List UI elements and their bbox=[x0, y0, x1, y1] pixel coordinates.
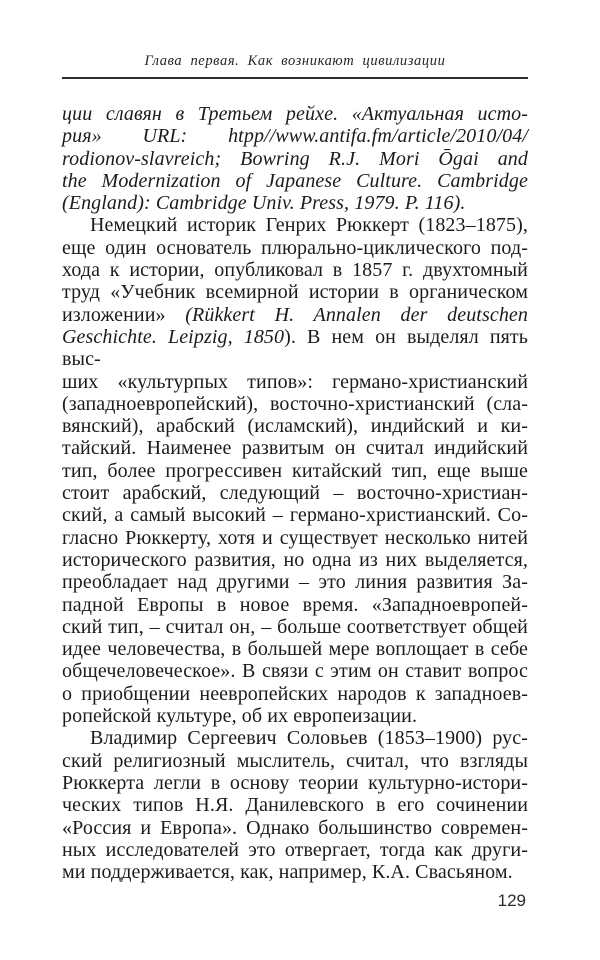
text-line bbox=[62, 527, 528, 549]
text-line bbox=[62, 638, 528, 660]
body-text-segment: гласно Рюккерту, хотя и существует несколько нитей bbox=[62, 526, 528, 549]
body-text-segment: еще один основатель плюрально-циклического под- bbox=[62, 236, 528, 259]
text-line bbox=[62, 460, 528, 482]
body-text-segment: ский религиозный мыслитель, считал, что взгляды bbox=[62, 749, 528, 772]
text-line bbox=[62, 705, 528, 727]
text-line bbox=[62, 304, 528, 326]
body-text-segment: Немецкий историк Генрих Рюккерт (1823–1875), bbox=[90, 214, 528, 237]
body-text-segment: изложении» bbox=[62, 303, 186, 326]
body-text-segment: тип, более прогрессивен китайский тип, еще выше bbox=[62, 459, 528, 482]
body-text-segment: Рюккерта легли в основу теории культурно-истори- bbox=[62, 771, 528, 794]
text-line bbox=[62, 237, 528, 259]
text-line bbox=[62, 772, 528, 794]
text-line bbox=[62, 571, 528, 593]
body-text-segment: ших «культурпых типов»: германо-христианский bbox=[62, 370, 528, 393]
text-line bbox=[62, 861, 528, 883]
body-text-segment: (England): Cambridge Univ. Press, 1979. P. 116). bbox=[62, 192, 466, 215]
text-line bbox=[62, 482, 528, 504]
body-text-segment: преобладает над другими – это линия развития За- bbox=[62, 571, 528, 594]
text-line bbox=[62, 594, 528, 616]
body-text-segment: rodionov-slavreich; Bowring R.J. Mori Ōgai and bbox=[62, 147, 528, 170]
body-text-segment: ми поддерживается, как, например, К.А. Свасьяном. bbox=[62, 861, 513, 884]
text-line bbox=[62, 326, 528, 371]
body-text-segment: стоит арабский, следующий – восточно-христиан- bbox=[62, 482, 528, 505]
text-line bbox=[62, 170, 528, 192]
text-line bbox=[62, 393, 528, 415]
body-text-segment: тайский. Наименее развитым он считал индийский bbox=[62, 437, 528, 460]
body-text-segment: ский, а самый высокий – германо-христианский. Со- bbox=[62, 504, 528, 527]
body-text-segment: исторического развития, но одна из них выделяется, bbox=[62, 548, 528, 571]
body-text-segment: падной Европы в новое время. «Западноевропей- bbox=[62, 593, 528, 616]
text-line bbox=[62, 683, 528, 705]
citation-text: Geschichte. Leipzig, 1850 bbox=[62, 325, 285, 348]
text-line bbox=[62, 103, 528, 125]
text-line bbox=[62, 371, 528, 393]
text-line bbox=[62, 192, 528, 214]
body-text-segment: ). В нем он выделял пять выс- bbox=[62, 325, 528, 371]
body-text-segment: ский тип, – считал он, – больше соответствует общей bbox=[62, 615, 528, 638]
text-line bbox=[62, 817, 528, 839]
body-text-segment: о приобщении неевропейских народов к западноев- bbox=[62, 682, 528, 705]
page-number: 129 bbox=[497, 891, 526, 910]
text-line bbox=[62, 148, 528, 170]
text-line bbox=[62, 839, 528, 861]
body-text-segment: Владимир Сергеевич Соловьев (1853–1900) рус- bbox=[90, 727, 528, 750]
text-line bbox=[62, 125, 528, 147]
text-line bbox=[62, 750, 528, 772]
body-text-segment: общечеловеческое». В связи с этим он ставит вопрос bbox=[62, 660, 528, 683]
text-line bbox=[62, 549, 528, 571]
text-line bbox=[62, 616, 528, 638]
body-text-segment: the Modernization of Japanese Culture. Cambridge bbox=[62, 169, 528, 192]
text-line bbox=[62, 437, 528, 459]
body-text-segment: ции славян в Третьем рейхе. «Актуальная исто- bbox=[62, 103, 528, 125]
citation-text: (Rükkert H. Annalen der deutschen bbox=[185, 303, 528, 326]
running-head: Глава первая. Как возникают цивилизации bbox=[62, 52, 528, 79]
body-text-segment: ческих типов Н.Я. Данилевского в его сочинении bbox=[62, 794, 528, 817]
body-text-segment: хода к истории, опубликовал в 1857 г. двухтомный bbox=[62, 259, 528, 282]
text-line bbox=[62, 727, 528, 749]
body-text-segment: ропейской культуре, об их европеизации. bbox=[62, 705, 418, 728]
text-line bbox=[62, 259, 528, 281]
body-text-segment: рия» URL: htpp//www.antifa.fm/article/2010/04/ bbox=[62, 125, 528, 148]
body-text-segment: идее человечества, в большей мере воплощает в себе bbox=[62, 638, 528, 661]
body-text-segment: ных исследователей это отвергает, тогда как други- bbox=[62, 838, 528, 861]
body-text-segment: труд «Учебник всемирной истории в органическом bbox=[62, 281, 528, 304]
text-line bbox=[62, 504, 528, 526]
page-column bbox=[62, 52, 528, 883]
text-line bbox=[62, 415, 528, 437]
body-text bbox=[62, 103, 528, 883]
text-line bbox=[62, 214, 528, 236]
text-line bbox=[62, 660, 528, 682]
text-line bbox=[62, 794, 528, 816]
body-text-segment: (западноевропейский), восточно-христианский (сла- bbox=[62, 392, 528, 415]
text-line bbox=[62, 281, 528, 303]
body-text-segment: «Россия и Европа». Однако большинство современ- bbox=[62, 816, 528, 839]
body-text-segment: вянский), арабский (исламский), индийский и ки- bbox=[62, 415, 528, 438]
